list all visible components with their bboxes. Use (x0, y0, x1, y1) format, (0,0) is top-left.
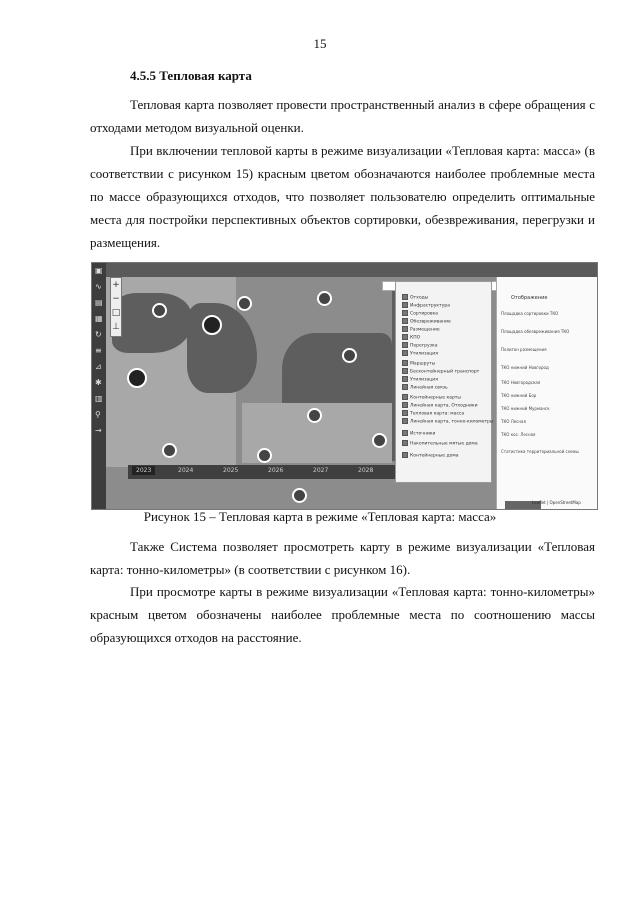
layer-item[interactable]: Сортировка (402, 310, 438, 317)
timeline-year[interactable]: 2023 (132, 466, 155, 475)
right-info-panel (496, 277, 598, 509)
map-marker-cluster[interactable] (127, 368, 147, 388)
layer-item[interactable]: Бесконтейнерный транспорт (402, 368, 479, 375)
timeline-year[interactable]: 2025 (223, 467, 239, 474)
page-number: 15 (313, 36, 327, 51)
right-panel-item[interactable]: ТКО нижний Бор (501, 393, 537, 398)
layer-item[interactable]: Линейная карта, Отходники (402, 402, 478, 409)
timeline-year[interactable]: 2027 (313, 467, 329, 474)
layer-item[interactable]: Утилизация (402, 376, 438, 383)
map-marker[interactable] (152, 303, 167, 318)
layers-icon[interactable]: ▤ (95, 298, 103, 307)
ruler-icon[interactable]: ⊥ (112, 322, 120, 332)
paragraph-tonne-km-description: При просмотре карты в режиме визуализации «Тепловая карта: тонно-километры» красным цветом обозначены наиболее проблемные места по соотношению массы образующихся отходов на расстояние. (90, 584, 595, 645)
right-panel-item[interactable]: ТКО нижний Новгород (501, 365, 549, 370)
layer-item[interactable]: Обезвреживание (402, 318, 451, 325)
timeline-year[interactable]: 2028 (358, 467, 374, 474)
timeline-year[interactable]: 2024 (178, 467, 194, 474)
map-marker[interactable] (372, 433, 387, 448)
layer-item[interactable]: Накопительные мятые дома (402, 440, 478, 447)
zoom-control (110, 277, 122, 337)
figure-caption: Рисунок 15 – Тепловая карта в режиме «Тепловая карта: масса» (143, 509, 497, 524)
right-panel-item[interactable]: Площадка сортировки ТКО (501, 311, 559, 316)
paragraph-tonne-km-intro: Также Система позволяет просмотреть карту в режиме визуализации «Тепловая карта: тонно-километры» (в соответствии с рисунком 16). (90, 539, 595, 577)
right-panel-item[interactable]: Полигон размещения (501, 347, 547, 352)
map-marker[interactable] (237, 296, 252, 311)
home-icon[interactable]: ▣ (95, 266, 103, 275)
timeline-year[interactable]: 2026 (268, 467, 284, 474)
map-attribution: Leaflet | OpenStreetMap (532, 500, 581, 505)
grid-icon[interactable]: ▦ (95, 314, 103, 323)
layer-item[interactable]: Перегрузка (402, 342, 438, 349)
layer-item[interactable]: Отходы (402, 294, 428, 301)
figure-heatmap-screenshot (91, 262, 598, 510)
right-panel-item[interactable]: ТКО Лесная (501, 419, 526, 424)
map-marker[interactable] (162, 443, 177, 458)
layer-item[interactable]: Линейная карта, тонно-километры (402, 418, 493, 425)
right-panel-item[interactable]: ТКО кос. Лесная (501, 432, 536, 437)
right-panel-item[interactable]: Статистика территориальной схемы (501, 449, 579, 454)
layer-item[interactable]: Размещение (402, 326, 440, 333)
layer-item[interactable]: Тепловая карта: масса (402, 410, 464, 417)
map-header-bar (92, 263, 597, 277)
layers-panel (395, 281, 492, 483)
map-marker-cluster[interactable] (202, 315, 222, 335)
map-peninsula (187, 303, 257, 393)
map-marker[interactable] (342, 348, 357, 363)
right-panel-item[interactable]: ТКО Новгородская (501, 380, 541, 385)
layer-item[interactable]: КПО (402, 334, 420, 341)
map-left-toolbar (92, 263, 106, 509)
analytics-icon[interactable]: ⊿ (95, 362, 102, 371)
right-panel-item[interactable]: ТКО нижний Мурманск (501, 406, 550, 411)
map-marker[interactable] (307, 408, 322, 423)
map-marker[interactable] (317, 291, 332, 306)
layer-item[interactable]: Контейнерные карты (402, 394, 461, 401)
chart-icon[interactable]: ∿ (95, 282, 102, 291)
layer-item[interactable]: Утилизация (402, 350, 438, 357)
right-panel-title: Отображение (511, 295, 548, 301)
table-icon[interactable]: ▥ (95, 394, 103, 403)
zoom-out-icon[interactable]: − (112, 294, 120, 304)
arrow-right-icon[interactable]: → (95, 426, 102, 435)
zoom-in-icon[interactable]: + (112, 280, 120, 290)
layer-item[interactable]: Маршруты (402, 360, 435, 367)
right-panel-item[interactable]: Площадка обезвреживания ТКО (501, 329, 570, 334)
stack-icon[interactable]: ≡ (95, 346, 102, 355)
location-icon[interactable]: ⚲ (95, 410, 101, 419)
fullscreen-icon[interactable]: □ (111, 308, 121, 318)
layer-item[interactable]: Линейная связь (402, 384, 448, 391)
layer-item[interactable]: Инфраструктура (402, 302, 450, 309)
paragraph-mass-mode: При включении тепловой карты в режиме визуализации «Тепловая карта: масса» (в соответствии с рисунком 15) красным цветом обозначаются наиболее проблемные места по массе образующихся отходов, что позволяет пользователю определить оптимальные места для постройки перспективных объектов сортировки, обезвреживания, перегрузки и размещения. (90, 143, 595, 250)
layer-item[interactable]: Источники (402, 430, 435, 437)
map-land-northwest (112, 293, 192, 353)
refresh-icon[interactable]: ↻ (95, 330, 102, 339)
map-marker[interactable] (257, 448, 272, 463)
layer-item[interactable]: Контейнерные дома (402, 452, 458, 459)
settings-icon[interactable]: ✱ (95, 378, 102, 387)
map-marker[interactable] (292, 488, 307, 503)
paragraph-intro: Тепловая карта позволяет провести пространственный анализ в сфере обращения с отходами методом визуальной оценки. (90, 97, 595, 135)
section-heading: 4.5.5 Тепловая карта (130, 68, 252, 83)
